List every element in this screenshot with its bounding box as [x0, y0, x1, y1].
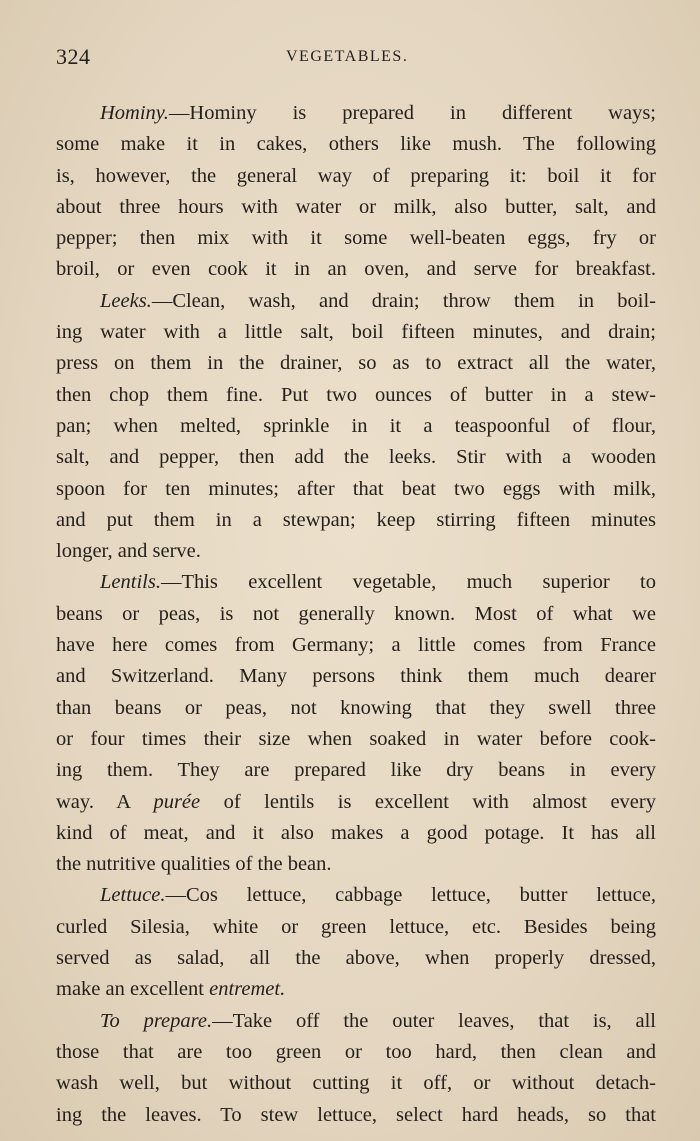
- entry-heading: Hominy.: [100, 102, 169, 124]
- paragraph: [56, 98, 656, 286]
- line-text: —Cos lettuce, cabbage lettuce, butter lettuce,: [165, 884, 656, 907]
- line-text: longer, and serve.: [56, 540, 201, 563]
- line-text: pan; when melted, sprinkle in it a teaspoonful of flour,: [56, 414, 656, 437]
- paragraph: [56, 880, 656, 1005]
- line-text: or four times their size when soaked in water before cook-: [56, 727, 656, 750]
- line-text: ing the leaves. To stew lettuce, select hard heads, so that: [56, 1103, 656, 1126]
- line-text: salt, and pepper, then add the leeks. Stir with a wooden: [56, 446, 656, 469]
- entry-heading: Lentils.: [100, 571, 161, 594]
- body-text: [56, 98, 656, 1131]
- line-text: curled Silesia, white or green lettuce, etc. Besides being: [56, 915, 656, 938]
- text-line: [56, 1100, 656, 1131]
- line-text: than beans or peas, not knowing that they swell three: [56, 696, 656, 719]
- text-line: [56, 98, 656, 129]
- text-line: [56, 254, 656, 285]
- text-line: [56, 943, 656, 974]
- entry-heading: Leeks.: [100, 289, 152, 312]
- text-line: [56, 192, 656, 223]
- text-line: [56, 223, 656, 254]
- text-line: [56, 1068, 656, 1099]
- text-line: [56, 630, 656, 661]
- text-line: [56, 286, 656, 317]
- text-line: [56, 1037, 656, 1068]
- line-text: broil, or even cook it in an oven, and serve for breakfast.: [56, 258, 656, 281]
- line-text: the nutritive qualities of the bean.: [56, 853, 332, 876]
- line-text: beans or peas, is not generally known. Most of what we: [56, 602, 656, 625]
- line-text: about three hours with water or milk, also butter, salt, and: [56, 195, 656, 218]
- text-line: [56, 661, 656, 692]
- line-text: wash well, but without cutting it off, or without detach-: [56, 1072, 656, 1095]
- text-line: [56, 411, 656, 442]
- line-text: pepper; then mix with it some well-beaten eggs, fry or: [56, 227, 656, 250]
- text-line: [56, 787, 656, 818]
- paragraph: [56, 1006, 656, 1131]
- text-line: [56, 129, 656, 160]
- text-line: [56, 317, 656, 348]
- line-text: served as salad, all the above, when properly dressed,: [56, 947, 656, 970]
- line-text: —Clean, wash, and drain; throw them in boil-: [151, 289, 656, 312]
- page-header: [56, 44, 656, 78]
- line-text: ing water with a little salt, boil fifteen minutes, and drain;: [56, 321, 656, 344]
- line-text: way. A: [56, 790, 154, 813]
- paragraph: [56, 286, 656, 568]
- entry-heading: Lettuce.: [100, 884, 166, 907]
- line-text: of lentils is excellent with almost every: [200, 790, 656, 813]
- line-text: some make it in cakes, others like mush. The following: [56, 133, 656, 156]
- page-number: 324: [56, 44, 91, 69]
- line-text: those that are too green or too hard, then clean and: [56, 1040, 656, 1063]
- text-line: [56, 161, 656, 192]
- text-line: [56, 599, 656, 630]
- line-text: —Hominy is prepared in different ways;: [168, 102, 656, 124]
- line-text: —This excellent vegetable, much superior to: [160, 571, 656, 594]
- text-line: [56, 849, 656, 880]
- text-line: [56, 380, 656, 411]
- text-line: [56, 505, 656, 536]
- text-line: [56, 567, 656, 598]
- text-line: [56, 755, 656, 786]
- text-line: [56, 348, 656, 379]
- text-line: [56, 724, 656, 755]
- line-text: make an excellent: [56, 978, 210, 1001]
- line-text: and put them in a stewpan; keep stirring fifteen minutes: [56, 508, 656, 531]
- paragraph: [56, 567, 656, 880]
- running-head: VEGETABLES.: [286, 48, 409, 65]
- line-text: press on them in the drainer, so as to extract all the water,: [56, 352, 656, 375]
- line-text: kind of meat, and it also makes a good potage. It has all: [56, 821, 656, 844]
- text-line: [56, 880, 656, 911]
- text-line: [56, 1006, 656, 1037]
- line-text: is, however, the general way of preparing it: boil it for: [56, 164, 656, 187]
- italic-term: purée: [153, 790, 201, 813]
- text-line: [56, 442, 656, 473]
- entry-heading: To prepare.: [100, 1009, 213, 1032]
- text-line: [56, 693, 656, 724]
- text-line: [56, 536, 656, 567]
- text-line: [56, 974, 656, 1005]
- line-text: and Switzerland. Many persons think them much dearer: [56, 665, 656, 688]
- text-line: [56, 818, 656, 849]
- italic-term: entremet.: [209, 978, 286, 1001]
- line-text: have here comes from Germany; a little comes from France: [56, 634, 656, 657]
- line-text: —Take off the outer leaves, that is, all: [212, 1009, 656, 1032]
- line-text: then chop them fine. Put two ounces of butter in a stew-: [56, 383, 656, 406]
- text-line: [56, 912, 656, 943]
- line-text: spoon for ten minutes; after that beat two eggs with milk,: [56, 477, 656, 500]
- line-text: ing them. They are prepared like dry beans in every: [56, 759, 656, 782]
- text-line: [56, 474, 656, 505]
